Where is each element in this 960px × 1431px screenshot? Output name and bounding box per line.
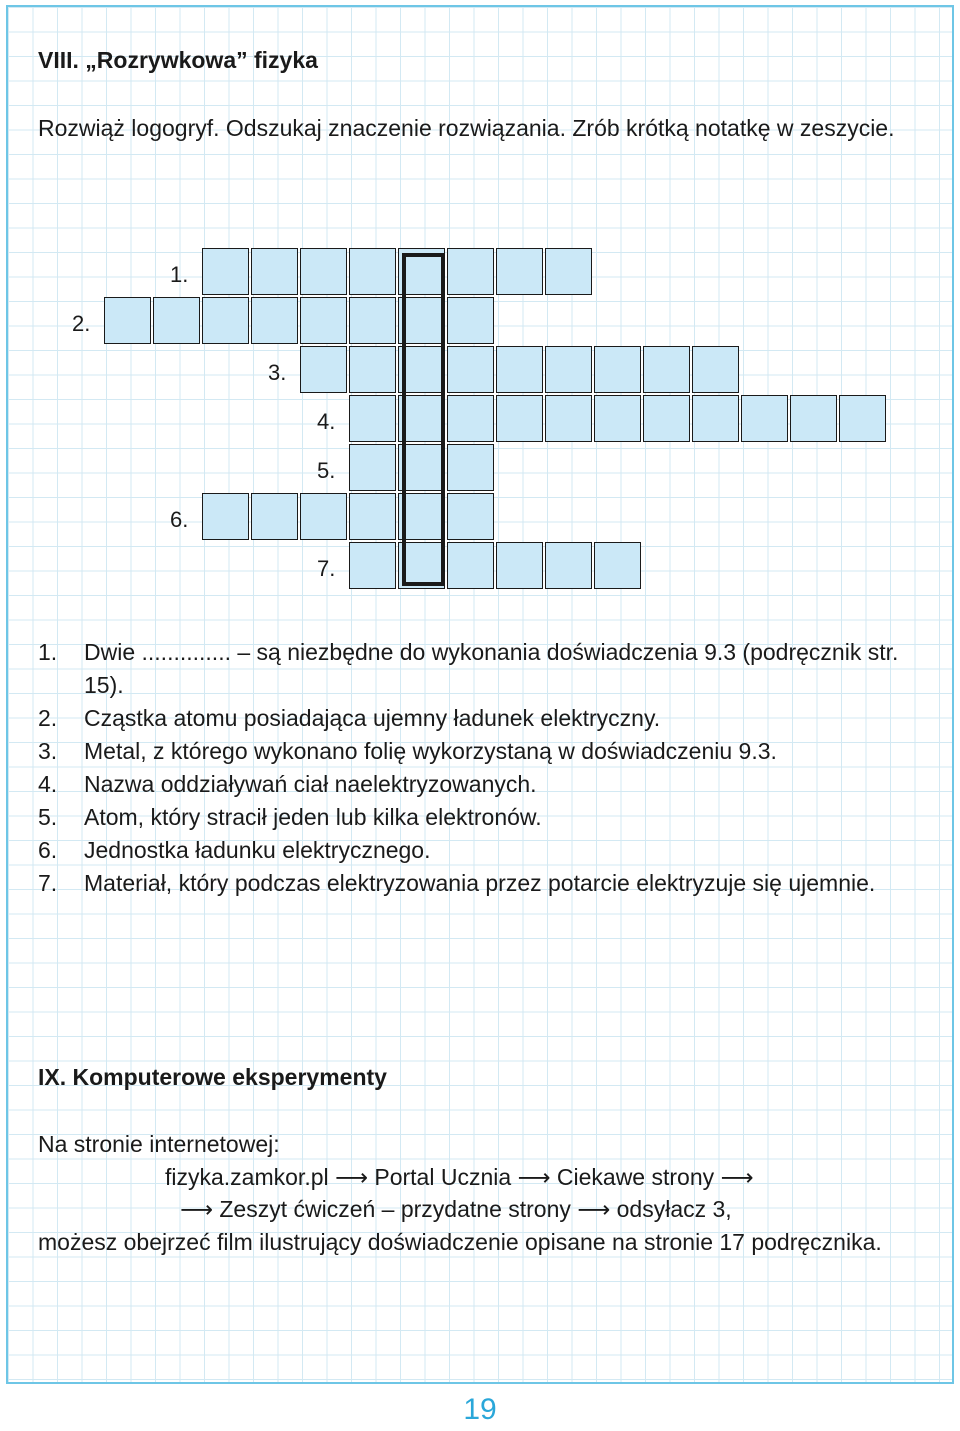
crossword-cell-row-2[interactable] xyxy=(104,297,151,344)
crossword-cell-row-3[interactable] xyxy=(643,346,690,393)
crossword-cell-row-3[interactable] xyxy=(545,346,592,393)
crossword-cell-row-4[interactable] xyxy=(594,395,641,442)
row-label-2: 2. xyxy=(72,311,91,336)
crossword-cell-row-5[interactable] xyxy=(447,444,494,491)
crossword-cell-row-4[interactable] xyxy=(545,395,592,442)
row-label-4: 4. xyxy=(317,409,336,434)
section-8-title: VIII. „Rozrywkowa” fizyka xyxy=(38,47,318,73)
crossword-cell-row-3[interactable] xyxy=(447,346,494,393)
crossword-cell-row-4[interactable] xyxy=(447,395,494,442)
crossword-cell-row-1[interactable] xyxy=(300,248,347,295)
crossword-cell-row-5[interactable] xyxy=(349,444,396,491)
crossword-cell-row-1[interactable] xyxy=(349,248,396,295)
section-9-closing: możesz obejrzeć film ilustrujący doświadczenie opisane na stronie 17 podręcznika. xyxy=(38,1229,882,1255)
crossword-cell-row-6[interactable] xyxy=(300,493,347,540)
section-9-title: IX. Komputerowe eksperymenty xyxy=(38,1064,387,1090)
crossword-cell-row-2[interactable] xyxy=(153,297,200,344)
crossword-cell-row-6[interactable] xyxy=(447,493,494,540)
crossword-cell-row-4[interactable] xyxy=(839,395,886,442)
crossword-cell-row-3[interactable] xyxy=(594,346,641,393)
crossword-cell-row-4[interactable] xyxy=(741,395,788,442)
crossword-cell-row-2[interactable] xyxy=(300,297,347,344)
crossword-cell-row-3[interactable] xyxy=(692,346,739,393)
clue-item: 7. Materiał, który podczas elektryzowania przez potarcie elektryzuje się ujemnie. xyxy=(38,870,876,896)
crossword-cell-row-3[interactable] xyxy=(496,346,543,393)
page-number: 19 xyxy=(463,1393,497,1426)
crossword-cell-row-1[interactable] xyxy=(447,248,494,295)
crossword-cell-row-7[interactable] xyxy=(496,542,543,589)
clue-item: 3. Metal, z którego wykonano folię wykorzystaną w doświadczeniu 9.3. xyxy=(38,738,777,764)
link-path-line-1: fizyka.zamkor.pl ⟶ Portal Ucznia ⟶ Ciekawe strony ⟶ xyxy=(165,1164,754,1190)
crossword-cell-row-4[interactable] xyxy=(496,395,543,442)
clue-item: 4. Nazwa oddziaływań ciał naelektryzowanych. xyxy=(38,771,537,797)
crossword-cell-row-1[interactable] xyxy=(202,248,249,295)
clue-item: 2. Cząstka atomu posiadająca ujemny ładunek elektryczny. xyxy=(38,705,661,731)
row-label-7: 7. xyxy=(317,556,336,581)
crossword-cell-row-3[interactable] xyxy=(300,346,347,393)
crossword-cell-row-4[interactable] xyxy=(692,395,739,442)
clue-item: 5. Atom, który stracił jeden lub kilka elektronów. xyxy=(38,804,542,830)
section-8-instruction: Rozwiąż logogryf. Odszukaj znaczenie rozwiązania. Zrób krótką notatkę w zeszycie. xyxy=(38,115,895,141)
crossword-cell-row-7[interactable] xyxy=(594,542,641,589)
crossword-cell-row-4[interactable] xyxy=(349,395,396,442)
section-9-intro: Na stronie internetowej: xyxy=(38,1131,280,1157)
crossword-cell-row-4[interactable] xyxy=(790,395,837,442)
clue-item: 1. Dwie .............. – są niezbędne do wykonania doświadczenia 9.3 (podręcznik str. 15). xyxy=(38,639,899,698)
row-label-6: 6. xyxy=(170,507,189,532)
crossword-cell-row-4[interactable] xyxy=(643,395,690,442)
crossword-cell-row-6[interactable] xyxy=(251,493,298,540)
crossword-cell-row-7[interactable] xyxy=(349,542,396,589)
crossword-cell-row-2[interactable] xyxy=(251,297,298,344)
crossword-cell-row-7[interactable] xyxy=(447,542,494,589)
crossword-cell-row-1[interactable] xyxy=(545,248,592,295)
clue-list xyxy=(38,636,922,900)
clue-item: 6. Jednostka ładunku elektrycznego. xyxy=(38,837,431,863)
crossword-cell-row-2[interactable] xyxy=(447,297,494,344)
crossword-cell-row-7[interactable] xyxy=(545,542,592,589)
crossword-cell-row-6[interactable] xyxy=(349,493,396,540)
crossword-cell-row-1[interactable] xyxy=(496,248,543,295)
row-label-3: 3. xyxy=(268,360,287,385)
crossword-cell-row-2[interactable] xyxy=(349,297,396,344)
crossword-cell-row-1[interactable] xyxy=(251,248,298,295)
solution-column xyxy=(402,253,445,586)
crossword-cell-row-3[interactable] xyxy=(349,346,396,393)
row-label-1: 1. xyxy=(170,262,189,287)
crossword-cell-row-6[interactable] xyxy=(202,493,249,540)
link-path-line-2: ⟶ Zeszyt ćwiczeń – przydatne strony ⟶ odsyłacz 3, xyxy=(180,1196,732,1222)
row-label-5: 5. xyxy=(317,458,336,483)
crossword-cell-row-2[interactable] xyxy=(202,297,249,344)
